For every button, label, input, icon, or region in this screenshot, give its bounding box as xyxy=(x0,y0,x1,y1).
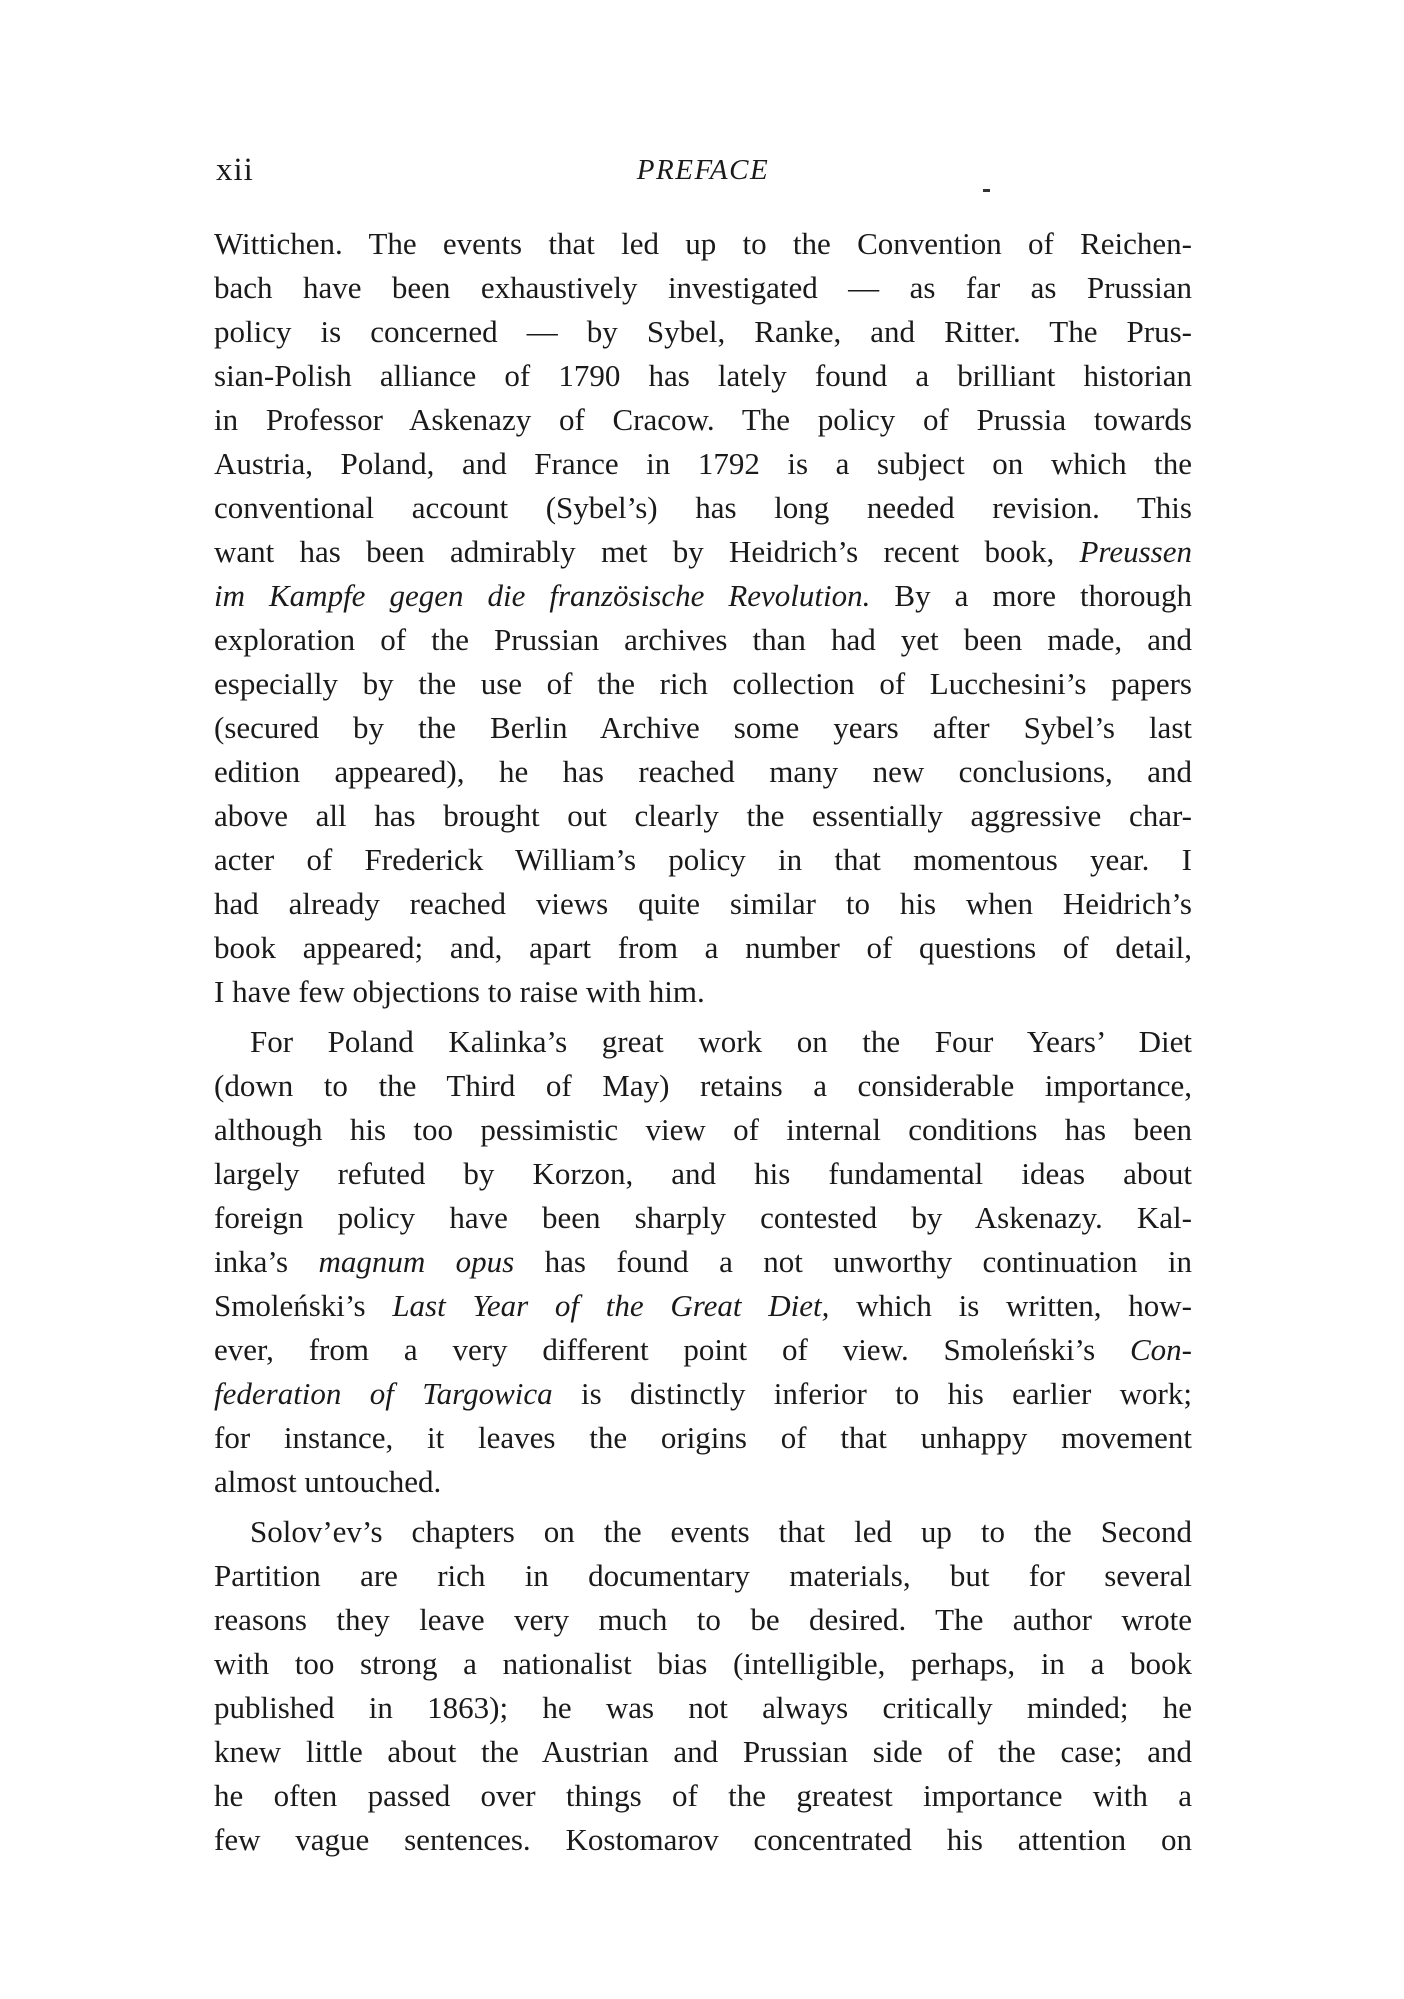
print-mark xyxy=(983,189,990,192)
text-line xyxy=(214,1598,1192,1642)
text-run: in Professor Askenazy of Cracow. The policy of Prussia towards xyxy=(214,402,1192,437)
text-run: for instance, it leaves the origins of that unhappy movement xyxy=(214,1420,1192,1455)
text-run: For Poland Kalinka’s great work on the Four Years’ Diet xyxy=(250,1024,1192,1059)
text-line xyxy=(214,618,1192,662)
text-run: Partition are rich in documentary materials, but for several xyxy=(214,1558,1192,1593)
body-text xyxy=(214,222,1192,1862)
text-run: largely refuted by Korzon, and his fundamental ideas about xyxy=(214,1156,1192,1191)
text-line xyxy=(214,1064,1192,1108)
text-run: knew little about the Austrian and Prussian side of the case; and xyxy=(214,1734,1192,1769)
paragraph xyxy=(214,1510,1192,1862)
text-line xyxy=(214,1416,1192,1460)
text-run: bach have been exhaustively investigated — as far as Prussian xyxy=(214,270,1192,305)
text-line xyxy=(214,266,1192,310)
text-line xyxy=(214,750,1192,794)
text-run: exploration of the Prussian archives than had yet been made, and xyxy=(214,622,1192,657)
page-number: xii xyxy=(216,152,254,188)
text-line xyxy=(214,1460,1192,1504)
text-line xyxy=(214,662,1192,706)
text-run: almost untouched. xyxy=(214,1464,442,1499)
text-line xyxy=(214,1554,1192,1598)
text-line xyxy=(214,222,1192,266)
text-run: policy is concerned — by Sybel, Ranke, and Ritter. The Prus- xyxy=(214,314,1192,349)
text-line xyxy=(214,574,1192,618)
text-run: book appeared; and, apart from a number of questions of detail, xyxy=(214,930,1192,965)
italic-text: federation of Targowica xyxy=(214,1376,553,1411)
text-line xyxy=(214,1686,1192,1730)
text-line xyxy=(214,970,1192,1014)
text-run: with too strong a nationalist bias (intelligible, perhaps, in a book xyxy=(214,1646,1192,1681)
text-line xyxy=(214,354,1192,398)
text-run: foreign policy have been sharply contested by Askenazy. Kal- xyxy=(214,1200,1192,1235)
text-run: published in 1863); he was not always critically minded; he xyxy=(214,1690,1192,1725)
text-run: sian-Polish alliance of 1790 has lately found a brilliant historian xyxy=(214,358,1192,393)
text-run: Wittichen. The events that led up to the Convention of Reichen- xyxy=(214,226,1192,261)
text-line xyxy=(214,442,1192,486)
text-run: especially by the use of the rich collection of Lucchesini’s papers xyxy=(214,666,1192,701)
text-run: conventional account (Sybel’s) has long needed revision. This xyxy=(214,490,1192,525)
italic-text: Con- xyxy=(1130,1332,1192,1367)
text-run: had already reached views quite similar to his when Heidrich’s xyxy=(214,886,1192,921)
text-line xyxy=(214,1240,1192,1284)
text-line xyxy=(214,398,1192,442)
text-run: I have few objections to raise with him. xyxy=(214,974,705,1009)
text-line xyxy=(214,1152,1192,1196)
text-line xyxy=(214,310,1192,354)
text-line xyxy=(214,926,1192,970)
text-line xyxy=(214,706,1192,750)
text-run: Smoleński’s xyxy=(214,1288,393,1323)
paragraph xyxy=(214,1020,1192,1504)
italic-text: im Kampfe gegen die französische Revolution. xyxy=(214,578,871,613)
text-run: ever, from a very different point of view. Smoleński’s xyxy=(214,1332,1130,1367)
text-line xyxy=(214,1328,1192,1372)
text-run: reasons they leave very much to be desired. The author wrote xyxy=(214,1602,1192,1637)
text-line xyxy=(214,794,1192,838)
text-run: few vague sentences. Kostomarov concentrated his attention on xyxy=(214,1822,1192,1857)
text-run: is distinctly inferior to his earlier work; xyxy=(552,1376,1192,1411)
text-line xyxy=(214,486,1192,530)
text-line xyxy=(214,882,1192,926)
text-run: above all has brought out clearly the essentially aggressive char- xyxy=(214,798,1192,833)
text-run: (secured by the Berlin Archive some years after Sybel’s last xyxy=(214,710,1192,745)
text-line xyxy=(214,1730,1192,1774)
text-line xyxy=(214,1642,1192,1686)
text-line xyxy=(214,1196,1192,1240)
text-run: he often passed over things of the greatest importance with a xyxy=(214,1778,1192,1813)
italic-text: Last Year of the Great Diet, xyxy=(392,1288,830,1323)
text-run: has found a not unworthy continuation in xyxy=(514,1244,1192,1279)
text-line xyxy=(214,530,1192,574)
text-line xyxy=(214,1372,1192,1416)
text-line xyxy=(214,1284,1192,1328)
text-run: want has been admirably met by Heidrich’s recent book, xyxy=(214,534,1080,569)
text-run: (down to the Third of May) retains a considerable importance, xyxy=(214,1068,1192,1103)
paragraph xyxy=(214,222,1192,1014)
text-run: which is written, how- xyxy=(829,1288,1192,1323)
text-line xyxy=(214,1020,1192,1064)
text-line xyxy=(214,1774,1192,1818)
text-line xyxy=(214,838,1192,882)
italic-text: Preussen xyxy=(1079,534,1192,569)
text-run: inka’s xyxy=(214,1244,319,1279)
text-line xyxy=(214,1510,1192,1554)
running-title: PREFACE xyxy=(636,154,770,186)
text-run: By a more thorough xyxy=(870,578,1192,613)
text-run: Solov’ev’s chapters on the events that led up to the Second xyxy=(250,1514,1192,1549)
text-line xyxy=(214,1818,1192,1862)
text-run: Austria, Poland, and France in 1792 is a subject on which the xyxy=(214,446,1192,481)
text-line xyxy=(214,1108,1192,1152)
text-run: edition appeared), he has reached many new conclusions, and xyxy=(214,754,1192,789)
text-run: although his too pessimistic view of internal conditions has been xyxy=(214,1112,1192,1147)
italic-text: magnum opus xyxy=(318,1244,515,1279)
page-header xyxy=(216,152,1190,196)
text-run: acter of Frederick William’s policy in that momentous year. I xyxy=(214,842,1192,877)
